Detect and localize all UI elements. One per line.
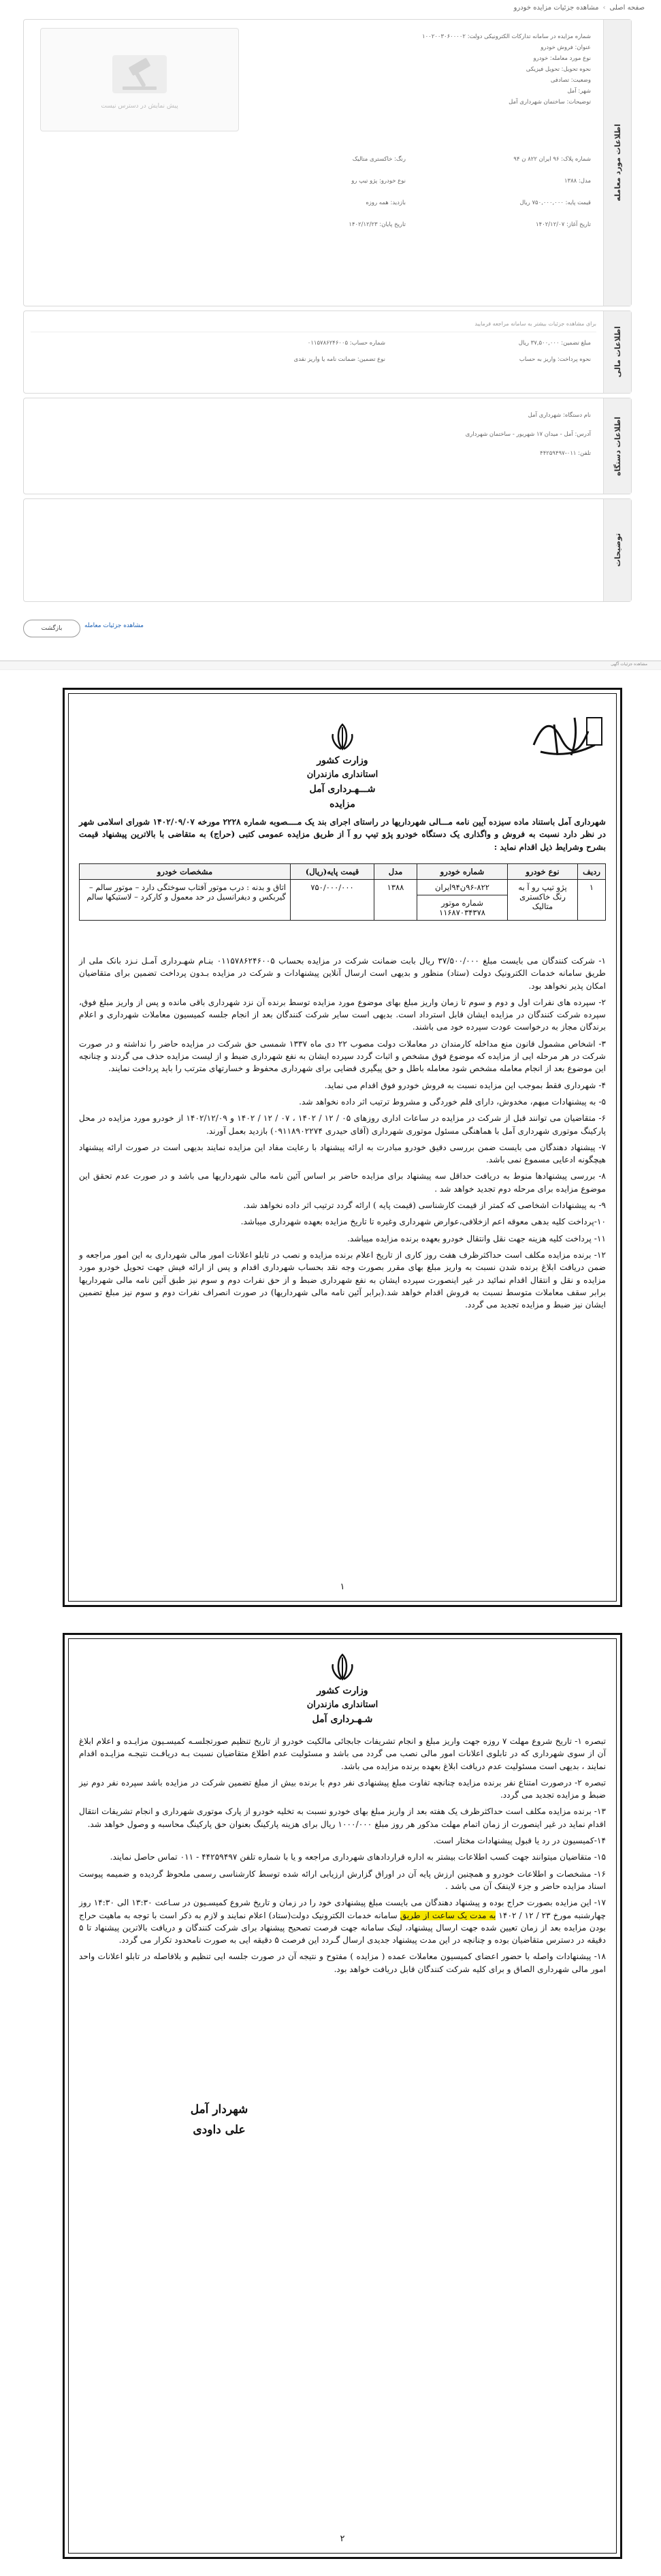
term-paragraph: ۱۲- برنده مزایده مکلف است حداکثرظرف هفت روز کاری از تاریخ اعلام برنده مزایده و نصب در تابلو اعلانات امور مالی شهرداری به این امور مراجعه و ضمن دریافت ابلاغ برنده شدن نسبت به واریز مبلغ بهای مقرر بصورت وجه نقد بحساب شهرداری اقدام و پس از ارائه فیش جهت تحویل خودرو مورد مزایده و نقل و انتقال اقدام نمائید در غیر اینصورت سپرده ایشان به نفع شهرداری ضبط و از حق نفرات دوم و سوم نیز طبق آئین نامه مالی شهرداریها برابر سقف معاملات متوسط نسبت به فروش اقدام خواهد شد.(برابر آئین نامه مالی شهرداریها) در صورت انصراف نفرات دوم و سوم نیز مبلغ تضمین ایشان نیز ضبط و مزایده تجدید می گردد. (79, 1250, 606, 1310)
term-paragraph: ۱۰-پرداخت کلیه بدهی معوقه اعم ازخلافی،عوارض شهرداری وغیره تا تاریخ مزایده بعهده شهرداری میباشد. (240, 1217, 606, 1227)
municipality-title: شـــهـرداری آمل (309, 784, 376, 795)
finance-info-side-tab: اطلاعات مالی (603, 311, 631, 393)
view-details-link[interactable]: مشاهده جزئیات معامله (84, 622, 144, 629)
term-paragraph: ۱۵- متقاضیان میتوانند جهت کسب اطلاعات بیشتر به اداره قراردادهای شهرداری مراجعه و یا با شماره تلفن ۴۴۲۵۹۴۹۷ - ۰۱۱ تماس حاصل نمایند. (110, 1852, 606, 1862)
term-paragraph: ۱۷- این مزایده بصورت حراج بوده و پیشنهاد دهندگان می بایست مبلغ پیشنهادی خود را در زمان و تاریخ شروع کمیسـیون در سـاعت ۱۳:۳۰ الی ۱۴:۳۰ روز چهارشنبه مورخ ۲۳ / ۱۲ / ۱۴۰۲ به مدت یک ساعت از طریق سامانه خدمات الکترونیک دولت(ستاد) اعلام نمایند و لازم به ذکر است با توجه به ماهیت حراج بودن مزایده بعد از زمان تعیین شده جهت ارسال پیشنهاد، لینک سامانه جهت فرصت تصحیح پیشنهاد برای شرکت کنندگان و دریافت بالاترین پیشنهاد تا ۵ دقیقه در دسترس متقاضیان بوده و چنانچه در این مدت پیشنهاد جدیدی ارسال گـردد این فرصت ۵ دقیقه ایی به صورت نامحدود تکرار می گردد. (79, 1898, 607, 1945)
vehicle-table (79, 863, 606, 921)
engine-label: شماره موتور (417, 895, 507, 908)
plate-number: ۹۶-۸۲۲ن۹۴ایران (435, 882, 489, 892)
auction-row: رنگ: خاکستری متالیک (352, 156, 406, 163)
device-info-side-tab: اطلاعات دستگاه (603, 398, 631, 494)
auction-row: شماره مزایده در سامانه تدارکات الکترونیکی دولت: ۱۰۰۲۰۰۳۰۶۰۰۰۰۲ (422, 33, 591, 40)
document-page-1 (63, 688, 622, 1607)
term-paragraph: ۹- به پیشنهادات اشخاصی که کمتر از قیمت کارشناسی (قیمت پایه ) ارائه گردد ترتیب اثر داده نخواهد شد. (243, 1200, 606, 1211)
term-paragraph: ۵- به پیشنهادات مبهم، مخدوش، دارای قلم خوردگی و مشروط ترتیب اثر داده نخواهد شد. (299, 1096, 606, 1107)
term-paragraph: ۴- شهرداری فقط بموجب این مزایده نسبت به فروش خودرو فوق اقدام می نماید. (324, 1080, 606, 1090)
auction-info-panel (23, 19, 632, 306)
device-row: تلفن: ۰۱۱-۴۴۲۵۹۴۹۷ (540, 450, 591, 457)
description-panel (23, 498, 632, 602)
image-placeholder-caption: پیش نمایش در دسترس نیست (101, 103, 178, 110)
finance-row: شماره حساب: ۰۱۱۵۷۸۶۲۴۶۰۰۵ (307, 340, 385, 347)
secondary-bar-label: مشاهده جزئیات آگهی (611, 662, 647, 667)
cell-plate (417, 880, 508, 921)
finance-notice: برای مشاهده جزئیات بیشتر به سامانه مراجعه فرمایید (31, 317, 596, 332)
page1-header (63, 753, 622, 812)
page2-header (63, 1683, 622, 1727)
auction-row: نحوه تحویل: تحویل فیزیکی (526, 66, 591, 73)
cell-spec: اتاق و بدنه : درب موتور آفتاب سوختگی دارد – موتور سالم – گیربکس و دیفرانسیل در حد معمول و کارکرد – لاستیکها سالم (80, 880, 291, 921)
th-index: ردیف (578, 864, 606, 880)
term-paragraph: ۱۶- مشخصات و اطلاعات خودرو و همچنین ارزش پایه آن در اوراق گزارش ارزیابی ارائه شده توسط کارشناسی رسمی ملحوظ گردیده و ضمیمه پیوست اسناد مزایده حاضر و جزء لاینفک آن می باشد . (79, 1869, 606, 1891)
finance-info-panel (23, 311, 632, 394)
signature-block (144, 2103, 294, 2137)
signature-name: علی داودی (193, 2123, 246, 2137)
cell-price: ۷۵۰/۰۰۰/۰۰۰ (291, 880, 374, 921)
auction-row: توضیحات: ساختمان شهرداری آمل (509, 99, 591, 106)
term-paragraph: تبصره ۲- درصورت امتناع نفر برنده مزایده چنانچه تفاوت مبلغ پیشنهادی نفر دوم با برنده بیش از مبلغ تضمین شرکت در مزایده باشد سپرده نفر دوم نیز ضبط و مزایده تجدید می گردد. (79, 1777, 607, 1800)
finance-row: نحوه پرداخت: واریز به حساب (519, 356, 591, 363)
auction-row: نوع خودرو: پژو تیپ رو (351, 178, 406, 185)
auction-row: تاریخ آغاز: ۱۴۰۲/۱۲/۰۷ (536, 221, 591, 228)
document-page-2 (63, 1633, 622, 2559)
auction-row: نوع مورد معامله: خودرو (533, 55, 591, 62)
term-paragraph: ۱۴-کمیسیون در رد یا قبول پیشنهادات مختار است. (433, 1836, 606, 1846)
term-paragraph: ۱- شرکت کنندگان می بایست مبلغ ۳۷/۵۰۰/۰۰۰ ریال بابت ضمانت شرکت در مزایده بحساب ۰۱۱۵۷۸۶۲۴۶۰۰۵ بنـام شهـرداری آمـل نـزد بانک ملی از طریق سامانه خدمات الکترونیک دولت (ستاد) منظور و بدیهی است ارسال آنلاین پیشنهادات و شرکت در مزایده بـدون پرداخت تضمین برای متقاضیان امکان پذیر نخواهد بود. (79, 956, 607, 991)
term-paragraph: تبصره ۱- تاریخ شروع مهلت ۷ روزه جهت واریز مبلغ و انجام تشریفات جابجائی مالکیت خودرو از تاریخ تنظیم صورتجلسـه کمیسـیون مزایـده و اعلام ابلاغ آن از سوی شهرداری که در تابلوی اعلانات امور مالی نصب می گردد می باشد و مسئولیت عدم اطلاع متقاضیان نسبت بـه دریافـت نتیجـه مزایـده اقدام نمایند ، بدیهی است مسئولیت عدم دریافت ابلاغ بعهده برنده مزایده می باشد. (79, 1736, 607, 1771)
iran-emblem-icon (327, 1652, 357, 1682)
device-row: آدرس: آمل - میدان ۱۷ شهریور - ساختمان شهرداری (465, 431, 591, 438)
term-paragraph: ۶- متقاضیان می توانند قبل از شرکت در مزایده در ساعات اداری روزهای ۰۵ / ۱۲ / ۱۴۰۲ ، ۰۷ / ۱۲ / ۱۴۰۲ و ۱۴۰۲/۱۲/۰۹ از خودرو مورد مزایده در محل پارکینگ موتوری شهرداری آمل با هماهنگی مسئول موتوری شهرداری (آقای حیدری ۰۹۱۱۸۹۰۲۲۷۴) بازدید بعمل آورند. (79, 1113, 606, 1136)
image-placeholder (40, 28, 239, 131)
auction-row: وضعیت: تصادفی (550, 77, 591, 84)
breadcrumb-separator: › (602, 4, 606, 12)
description-side-tab: توضیحات (603, 499, 631, 601)
auction-row: تاریخ پایان: ۱۴۰۲/۱۲/۲۳ (349, 221, 406, 228)
th-price: قیمت پایه(ریال) (291, 864, 374, 880)
ministry-title: وزارت کشور (317, 1685, 368, 1696)
th-spec: مشخصات خودرو (80, 864, 291, 880)
province-title: استانداری مازندران (306, 1700, 378, 1710)
page1-intro: شهرداری آمل باستناد ماده سیزده آیین نامه مـــالی شهرداریها در راستای اجرای بند یک مــــصوبه شماره ۲۲۲۸ مورخه ۱۴۰۲/۰۹/۰۷ شورای اسلامی شهر در نظر دارد نسبت به فروش و واگذاری یک دستگاه خودرو پژو تیپ رو آ از طریق مزایده عمومی کتبی (حراج) به متقاضی با بالاترین پیشنهاد قیمت بشرح وشرایط ذیل اقدام نماید : (79, 817, 606, 852)
highlighted-phrase: به مدت یک ساعت از طریق (400, 1910, 496, 1920)
term-paragraph: ۸- بررسی پیشنهادها منوط به دریافت حداقل سه پیشنهاد برای مزایده حاضر بر اساس آئین نامه مالی شهرداریها می باشد و در صورت عدم تحقق این موضوع مزایده برای مرحله دوم تجدید خواهد شد . (79, 1171, 606, 1194)
page2-terms (79, 1735, 606, 1979)
province-title: استانداری مازندران (306, 769, 378, 780)
breadcrumb-current: مشاهده جزئیات مزایده خودرو (513, 4, 599, 12)
term-paragraph: ۱۸- پیشنهادات واصله با حضور اعضای کمیسیون معاملات عمده ( مزایده ) مفتوح و نتیجه آن در صورت جلسه ایی تنظیم و بلافاصله در تابلو اعلانات واحد امور مالی شهرداری الصاق و برای کلیه شرکت کنندگان قابل دریافت خواهد بود. (79, 1952, 606, 1974)
term-paragraph: ۲- سپرده های نفرات اول و دوم و سوم تا زمان واریز مبلغ بهای موضوع مورد مزایده توسط برنده آن نزد شهرداری باقی مانده و پس از واریز مبلغ فوق، سپرده شرکت کنندگان در مزایده ایشان قابل استرداد است. بدیهی است سایر شرکت کنندگان بعد از انجام جلسه کمیسیون معاملات شهرداری و اعلام برندگان مجاز به درخواست عودت سپرده خود می باشند. (79, 997, 606, 1032)
auction-row: مدل: ۱۳۸۸ (564, 178, 591, 185)
engine-number: ۱۱۶۸۷۰۳۴۳۷۸ (439, 908, 485, 917)
auction-info-side-tab: اطلاعات مورد معامله (603, 20, 631, 306)
auction-row: بازدید: همه روزه (366, 200, 406, 206)
auction-row: شماره پلاک: ۹۶ ایران ۸۲۲ ن ۹۴ (513, 156, 591, 163)
finance-row: نوع تضمین: ضمانت نامه یا واریز نقدی (293, 356, 385, 363)
cell-type: پژو تیپ رو آ به رنگ خاکستری متالیک (508, 880, 578, 921)
term-paragraph: ۱۱- پرداخت کلیه هزینه جهت نقل وانتقال خودرو بعهده برنده مزایده میباشد. (347, 1233, 606, 1243)
cell-model: ۱۳۸۸ (374, 880, 417, 921)
auction-row: عنوان: فروش خودرو (541, 44, 591, 51)
page-number-2: ۲ (340, 2534, 345, 2544)
auction-row: شهر: آمل (567, 88, 591, 95)
breadcrumb (514, 4, 645, 12)
page-number-1: ۱ (340, 1582, 345, 1592)
th-model: مدل (374, 864, 417, 880)
vehicle-table-wrap (79, 863, 606, 921)
term-paragraph: ۷- پیشنهاد دهندگان می بایست ضمن بررسی دقیق خودرو مبادرت به ارائه پیشنهاد با رعایت مفاد این مزایده نمایند بدیهی است در صورت ارائه پیشنهاد هیچگونه ادعایی مسموع نمی باشد. (79, 1142, 606, 1165)
th-plate: شماره خودرو (417, 864, 508, 880)
iran-emblem-icon (327, 722, 357, 752)
table-row (80, 880, 606, 921)
doc-type-title: مزایده (329, 799, 355, 810)
term-paragraph: ۳- اشخاص مشمول قانون منع مداخله کارمندان در معاملات دولت مصوب ۲۲ دی ماه ۱۳۳۷ شمسی حق شرکت در مزایده حاضر را نداشته و در صورت شرکت در هر مرحله ایی از مزایده که موضوع فوق مشخص و اثبات گردد سپرده ایشان به نفع شهرداری ضبط و از لیست مزایده حذف می گردند و چنانچه این موضوع بعد از انجام معامله مشخص شود معامله باطل و حق پیگیری قضایی برای شهرداری محفوظ و خسارتهای مترتب را باید پرداخت نمایند. (79, 1038, 607, 1074)
municipality-title: شـهـرداری آمل (312, 1714, 373, 1725)
th-type: نوع خودرو (508, 864, 578, 880)
breadcrumb-home[interactable]: صفحه اصلی (609, 4, 645, 12)
device-row: نام دستگاه: شهرداری آمل (528, 412, 591, 419)
device-info-panel (23, 398, 632, 494)
signature-title: شهردار آمل (190, 2103, 248, 2116)
finance-row: مبلغ تضمین: ۳۷,۵۰۰,۰۰۰ ریال (518, 340, 591, 347)
term-paragraph: ۱۳- برنده مزایده مکلف است حداکثرظرف یک هفته بعد از واریز مبلغ بهای خودرو نسبت به تخلیه خودرو از پارک موتوری شهرداری و انجام تشریفات انتقال اقدام نماید در غیر اینصورت از زمان اتمام مهلت مذکور هر روز مبلغ ۱۰۰۰/۰۰۰ ریال برای هزینه پارکینگ بعنوان حق پارکینگ محاسبه و وصول خواهد شد. (79, 1807, 606, 1829)
page1-terms (79, 955, 606, 1315)
gavel-placeholder-icon (109, 50, 170, 97)
secondary-bar (0, 661, 661, 670)
back-button[interactable]: بازگشت (23, 620, 80, 637)
auction-row: قیمت پایه: ۷۵۰,۰۰۰,۰۰۰ ریال (519, 200, 591, 206)
ministry-title: وزارت کشور (317, 755, 368, 766)
cell-index: ۱ (578, 880, 606, 921)
